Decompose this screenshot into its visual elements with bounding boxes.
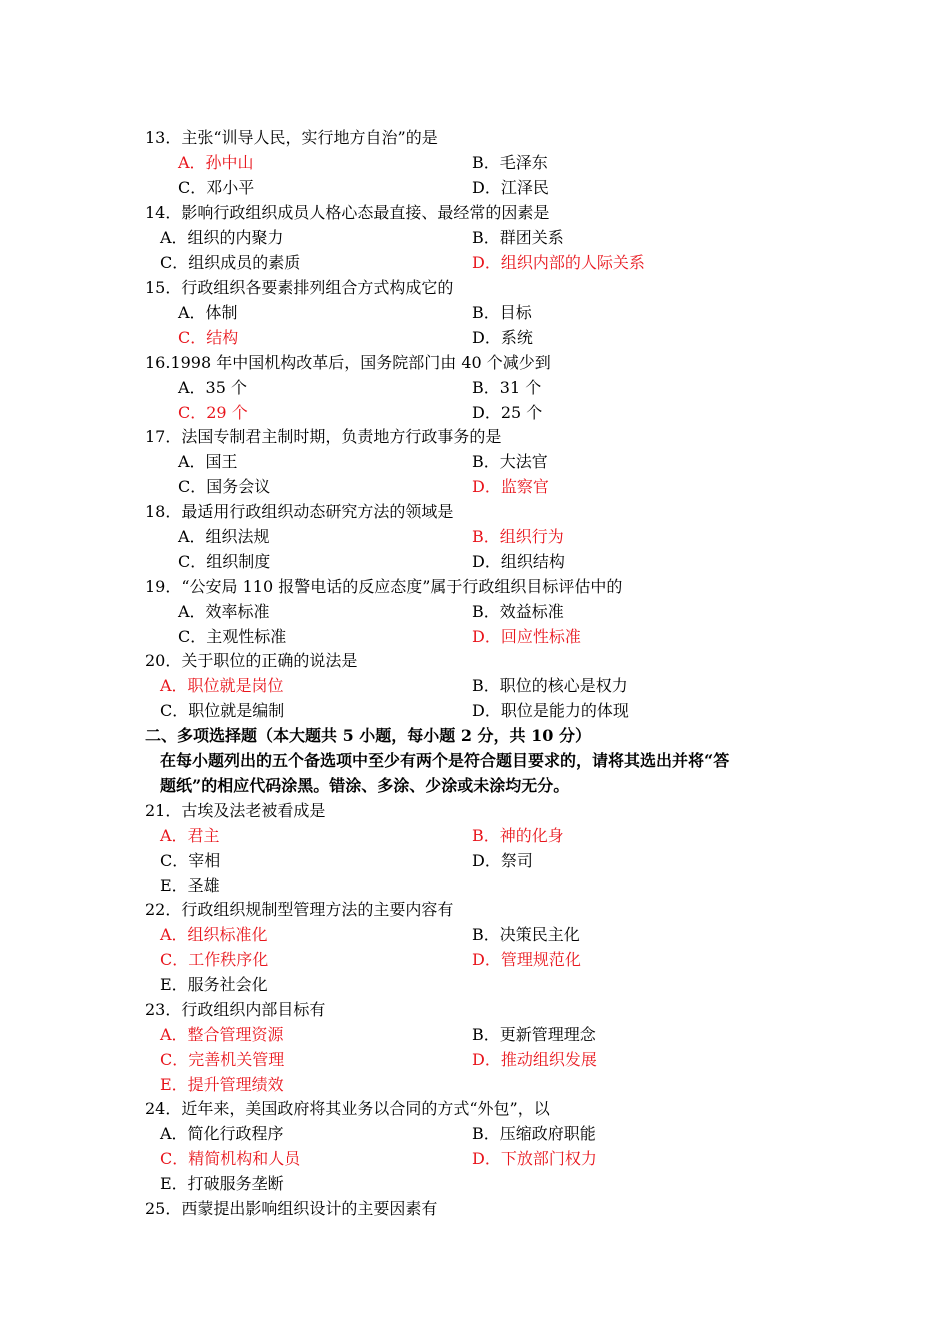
section-instruction-line-1: 在每小题列出的五个备选项中至少有两个是符合题目要求的，请将其选出并将“答 — [160, 751, 730, 770]
question-22-option-b: B．决策民主化 — [472, 925, 580, 944]
question-21-option-d: D．祭司 — [472, 851, 533, 870]
question-15-stem: 15．行政组织各要素排列组合方式构成它的 — [145, 278, 454, 297]
question-13-option-a: A．孙中山 — [178, 153, 254, 172]
question-19-stem: 19．“公安局 110 报警电话的反应态度”属于行政组织目标评估中的 — [145, 577, 623, 596]
section-heading: 二、多项选择题（本大题共 5 小题，每小题 2 分，共 10 分） — [145, 726, 591, 745]
question-14-option-b: B．群团关系 — [472, 228, 564, 247]
question-16-option-b: B．31 个 — [472, 378, 542, 397]
question-25-stem: 25．西蒙提出影响组织设计的主要因素有 — [145, 1199, 438, 1218]
question-22-option-e: E．服务社会化 — [160, 975, 268, 994]
section-instruction-line-2: 题纸”的相应代码涂黑。错涂、多涂、少涂或未涂均无分。 — [160, 776, 570, 795]
question-15-option-d: D．系统 — [472, 328, 533, 347]
question-23-option-d: D．推动组织发展 — [472, 1050, 597, 1069]
question-22-option-d: D．管理规范化 — [472, 950, 581, 969]
question-20-stem: 20．关于职位的正确的说法是 — [145, 651, 358, 670]
question-21-option-c: C．宰相 — [160, 851, 221, 870]
question-23-option-e: E．提升管理绩效 — [160, 1075, 284, 1094]
question-17-option-b: B．大法官 — [472, 452, 548, 471]
question-22-option-c: C．工作秩序化 — [160, 950, 269, 969]
question-15-option-a: A．体制 — [178, 303, 238, 322]
question-21-option-b: B．神的化身 — [472, 826, 564, 845]
question-17-option-d: D．监察官 — [472, 477, 549, 496]
question-20-option-c: C．职位就是编制 — [160, 701, 285, 720]
question-20-option-b: B．职位的核心是权力 — [472, 676, 628, 695]
question-13-stem: 13．主张“训导人民，实行地方自治”的是 — [145, 128, 438, 147]
question-24-option-a: A．简化行政程序 — [160, 1124, 284, 1143]
question-17-option-c: C．国务会议 — [178, 477, 271, 496]
question-22-stem: 22．行政组织规制型管理方法的主要内容有 — [145, 900, 454, 919]
question-20-option-a: A．职位就是岗位 — [160, 676, 284, 695]
question-17-stem: 17．法国专制君主制时期，负责地方行政事务的是 — [145, 427, 502, 446]
question-16-option-d: D．25 个 — [472, 403, 543, 422]
question-17-option-a: A．国王 — [178, 452, 238, 471]
question-21-stem: 21．古埃及法老被看成是 — [145, 801, 326, 820]
question-15-option-c: C．结构 — [178, 328, 239, 347]
question-14-option-d: D．组织内部的人际关系 — [472, 253, 645, 272]
question-20-option-d: D．职位是能力的体现 — [472, 701, 629, 720]
question-18-option-a: A．组织法规 — [178, 527, 270, 546]
question-23-option-b: B．更新管理理念 — [472, 1025, 596, 1044]
question-14-option-a: A．组织的内聚力 — [160, 228, 284, 247]
question-23-stem: 23．行政组织内部目标有 — [145, 1000, 326, 1019]
question-18-option-c: C．组织制度 — [178, 552, 271, 571]
question-19-option-c: C．主观性标准 — [178, 627, 287, 646]
question-23-option-a: A．整合管理资源 — [160, 1025, 284, 1044]
question-24-option-d: D．下放部门权力 — [472, 1149, 597, 1168]
question-16-option-a: A．35 个 — [178, 378, 248, 397]
question-16-option-c: C．29 个 — [178, 403, 248, 422]
question-16-stem: 16.1998 年中国机构改革后，国务院部门由 40 个减少到 — [145, 353, 551, 372]
question-19-option-b: B．效益标准 — [472, 602, 564, 621]
question-21-option-e: E．圣雄 — [160, 876, 220, 895]
question-24-option-e: E．打破服务垄断 — [160, 1174, 284, 1193]
question-14-stem: 14．影响行政组织成员人格心态最直接、最经常的因素是 — [145, 203, 550, 222]
question-19-option-d: D．回应性标准 — [472, 627, 581, 646]
question-19-option-a: A．效率标准 — [178, 602, 270, 621]
question-13-option-d: D．江泽民 — [472, 178, 549, 197]
question-18-option-d: D．组织结构 — [472, 552, 565, 571]
question-18-stem: 18．最适用行政组织动态研究方法的领域是 — [145, 502, 454, 521]
question-22-option-a: A．组织标准化 — [160, 925, 268, 944]
question-18-option-b: B．组织行为 — [472, 527, 564, 546]
question-24-option-b: B．压缩政府职能 — [472, 1124, 596, 1143]
question-15-option-b: B．目标 — [472, 303, 532, 322]
question-24-option-c: C．精简机构和人员 — [160, 1149, 301, 1168]
question-21-option-a: A．君主 — [160, 826, 220, 845]
question-13-option-b: B．毛泽东 — [472, 153, 548, 172]
question-24-stem: 24．近年来，美国政府将其业务以合同的方式“外包”，以 — [145, 1099, 550, 1118]
question-13-option-c: C．邓小平 — [178, 178, 255, 197]
question-14-option-c: C．组织成员的素质 — [160, 253, 301, 272]
question-23-option-c: C．完善机关管理 — [160, 1050, 285, 1069]
